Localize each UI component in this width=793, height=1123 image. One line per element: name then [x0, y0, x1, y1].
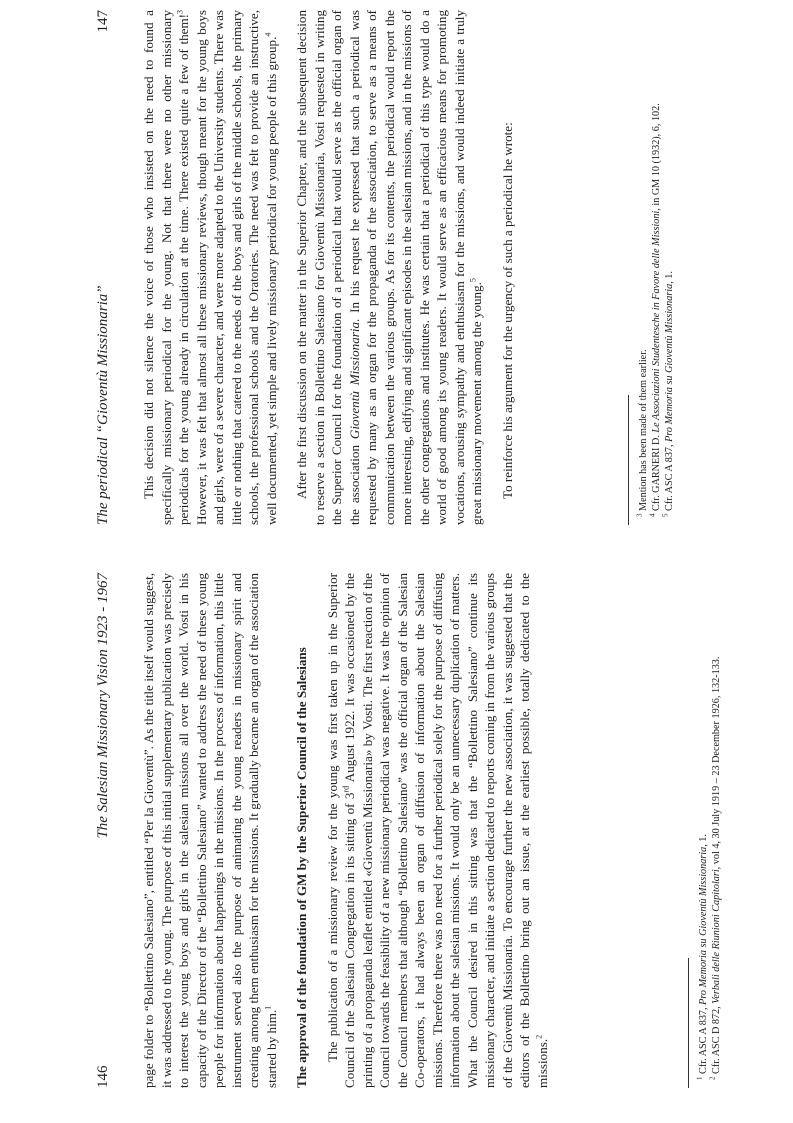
- right-page: [0, 10, 793, 525]
- paragraph: To reinforce his argument for the urgency of such a periodical he wrote:: [499, 122, 515, 499]
- paragraph: page folder to “Bollettino Salesiano”, entitled “Per la Gioventù”. As the title itself would suggest, it was addressed to the young. The purpose of this initial supplementary publication was precisely to interest the young boys and girls in the salesian missions all over the world. Vosti in his capacity of the Director of the “Bollettino Salesiano” wanted to address the need of these young people for information about happenings in the missions. In the process of information, this little instrument served also the purpose of animating the young readers in missionary spirit and creating among them enthusiasm for the missions. It gradually became an organ of the association started by him.$^1$: [141, 573, 279, 1088]
- footnote: $^3$ Mention has been made of them earlier.: [635, 349, 649, 517]
- footnotes: [697, 573, 723, 1088]
- footnote-ref[interactable]: 2: [534, 1034, 544, 1039]
- paragraph: This decision did not silence the voice of those who insisted on the need to found a specifically missionary periodical for the young. Not that there were no other missionary periodicals for the young already in circulation at the time. There existed quite a few of them!$^3$ However, it was felt that almost all these missionary reviews, though meant for the young boys and girls, were of a severe character, and were more adapted to the University students. There was little or nothing that catered to the needs of the boys and girls of the middle schools, the primary schools, the professional schools and the Oratories. The need was felt to provide an instructive, well documented, yet simple and lively missionary periodical for young people of this group.$^4$: [141, 10, 279, 525]
- footnote-ref[interactable]: 5: [468, 278, 478, 283]
- footnote-ref[interactable]: 1: [263, 1005, 273, 1010]
- footnote-divider: [688, 958, 689, 1088]
- footnote-ref[interactable]: 3: [175, 10, 185, 14]
- section-heading: The approval of the foundation of GM by the Superior Council of the Salesians: [294, 647, 309, 1088]
- footnote: $^4$ Cfr. GARNERI D. Le Associazioni Studentesche in Favore delle Missioni, in GM 10 (1932), 6, 102.: [648, 103, 662, 517]
- page-number: 147: [95, 10, 111, 33]
- footnote: $^5$ Cfr. ASC A 837, Pro Memoria su Gioventù Missionaria, 1.: [661, 271, 675, 517]
- footnotes: [637, 10, 676, 525]
- left-page: [0, 573, 793, 1088]
- paragraph: After the first discussion on the matter in the Superior Chapter, and the subsequent decision to reserve a section in Bollettino Salesiano for Gioventù Missionaria, Vosti requested in writing the Superior Council for the foundation of a periodical that would serve as the official organ of the association Gioventù Missionaria. In his request he expressed that such a periodical was requested by many as an organ for the propaganda of the association, to serve as a means of communication between the various groups. As for its contents, the periodical would report the more interesting, edifying and significant episodes in the salesian missions, and in the missions of the other congregations and institutes. He was certain that a periodical of this type would do a world of good among its young readers. It would serve as an efficacious means for promoting vocations, arousing sympathy and enthusiasm for the missions, and would indeed initiate a truly great missionary movement among the young.$^5$: [294, 10, 484, 525]
- paragraph: The publication of a missionary review for the young was first taken up in the Superior Council of the Salesian Congregation in its sitting of 3rd August 1922. It was occasioned by the printing of a propaganda leaflet entitled «Gioventù Missionaria» by Vosti. The first reaction of the Council towards the feasibility of a new missionary periodical was negative. It was the opinion of the Council members that although “Bollettino Salesiano” was the official organ of the Salesian Co-operators, it had always been an organ of diffusion of information about the Salesian missions. Therefore there was no need for a further periodical solely for the purpose of diffusing information about the salesian missions. It would only be an unnecessary duplication of matters. What the Council desired in this sitting was that the “Bollettino Salesiano” continue its missionary character, and initiate a section dedicated to reports coming in from the various groups of the Gioventù Missionaria. To encourage further the new association, it was suggested that the editors of the Bollettino bring out an issue, at the earliest possible, totally dedicated to the missions.$^2$: [324, 573, 550, 1088]
- body-text: [140, 10, 516, 525]
- body-text: [140, 573, 551, 1088]
- footnote-divider: [628, 395, 629, 525]
- running-head: [95, 10, 119, 525]
- running-head: [95, 573, 119, 1088]
- running-title: The periodical “Gioventù Missionaria”: [95, 285, 111, 525]
- footnote-ref[interactable]: 4: [263, 32, 273, 37]
- footnote: $^2$ Cfr. ASC D 872, Verbali delle Riunioni Capitolari, vol 4, 30 July 1919 – 23 December 1926, 132-133.: [708, 656, 722, 1080]
- footnote: $^1$ Cfr. ASC A 837, Pro Memoria su Gioventù Missionaria, 1.: [695, 834, 709, 1080]
- page-number: 146: [95, 1065, 111, 1088]
- running-title: The Salesian Missionary Vision 1923 - 1967: [95, 573, 111, 839]
